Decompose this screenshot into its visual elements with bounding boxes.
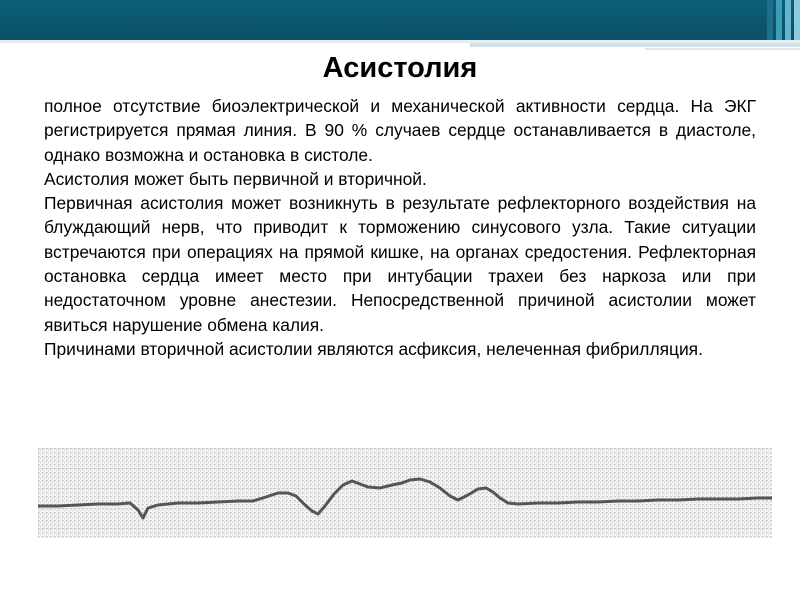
paragraph-definition: полное отсутствие биоэлектрической и механической активности сердца. На ЭКГ регистрируется прямая линия. В 90 % случаев сердце останавливается в диастоле, однако возможна и остановка в систоле. — [44, 96, 756, 165]
slide-body — [44, 94, 756, 361]
paragraph-secondary: Причинами вторичной асистолии являются асфиксия, нелеченная фибрилляция. — [44, 338, 703, 359]
header-band — [0, 0, 800, 40]
header-accent-line — [470, 43, 800, 47]
header-decoration — [738, 0, 800, 44]
paragraph-primary: Первичная асистолия может возникнуть в результате рефлекторного воздействия на блуждающий нерв, что приводит к торможению синусового узла. Такие ситуации встречаются при операциях на прямой кишке, на органах средостения. Рефлекторная остановка сердца имеет место при интубации трахеи без наркоза или при недостаточном уровне анестезии. Непосредственной причиной асистолии может явиться нарушение обмена калия. — [44, 193, 756, 335]
paragraph-types: Асистолия может быть первичной и вторичной. — [44, 168, 427, 189]
slide-title: Асистолия — [322, 52, 478, 84]
ecg-strip-image — [38, 448, 772, 538]
header-accent-line-small — [645, 48, 800, 50]
